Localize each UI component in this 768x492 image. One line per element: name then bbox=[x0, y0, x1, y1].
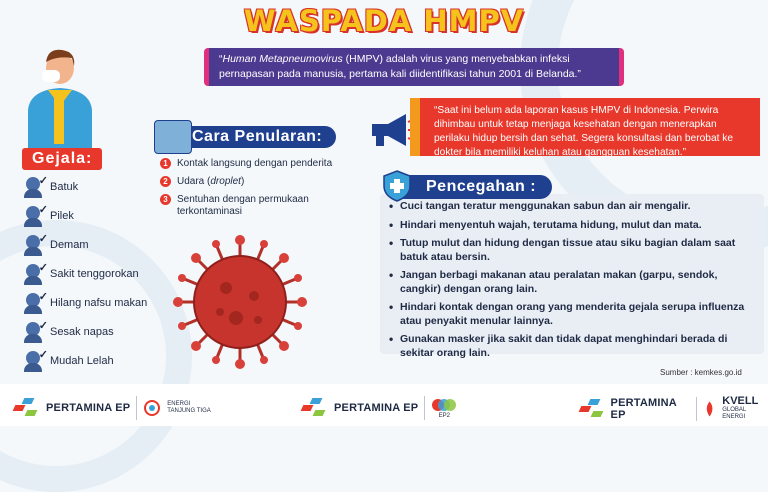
symptom-item bbox=[24, 176, 78, 198]
symptom-item bbox=[24, 292, 147, 314]
cara-item bbox=[160, 158, 332, 170]
pencegahan-item: • Hindari menyentuh wajah, terutama hidung, mulut dan mata. bbox=[388, 219, 758, 233]
symptom-item bbox=[24, 263, 139, 285]
pertamina-logo-center bbox=[302, 396, 457, 420]
symptom-label: Pilek bbox=[50, 210, 74, 222]
ep2-text: EP2 bbox=[438, 412, 450, 419]
symptom-item bbox=[24, 234, 89, 256]
logo-divider bbox=[424, 396, 425, 420]
pencegahan-item: • Hindari kontak dengan orang yang menderita gejala serupa influenza atau penyakit menular lainnya. bbox=[388, 301, 758, 328]
cara-item-text-plain: Udara ( bbox=[177, 176, 211, 187]
ep2-mark-icon bbox=[431, 397, 457, 413]
symptom-label: Hilang nafsu makan bbox=[50, 297, 148, 309]
intro-italic-text: Human Metapneumovirus bbox=[222, 53, 343, 65]
symptom-label: Sakit tenggorokan bbox=[50, 268, 139, 280]
kvell-text: KVELL bbox=[722, 395, 759, 407]
cara-item-text: Kontak langsung dengan penderita bbox=[177, 158, 333, 169]
cara-item-text: Sentuhan dengan permukaan terkontaminasi bbox=[177, 194, 309, 217]
person-fever-icon: ✓ bbox=[24, 234, 44, 256]
cara-item-text bbox=[177, 176, 244, 188]
pertamina-logo-left bbox=[14, 396, 211, 420]
person-no-appetite-icon: ✓ bbox=[24, 292, 44, 314]
intro-box bbox=[204, 48, 624, 86]
energi-logo-text bbox=[167, 401, 210, 415]
kvell-mark-icon bbox=[703, 400, 716, 418]
symptom-item bbox=[24, 350, 114, 372]
ep2-logo bbox=[431, 397, 457, 420]
cara-penularan-label: Cara Penularan: bbox=[182, 126, 336, 148]
pertamina-text: PERTAMINA EP bbox=[610, 396, 677, 421]
number-badge: 3 bbox=[160, 194, 171, 205]
shield-icon bbox=[382, 170, 412, 202]
sick-person-illustration bbox=[20, 40, 100, 152]
cara-item bbox=[160, 194, 330, 218]
pencegahan-item: • Tutup mulut dan hidung dengan tissue atau siku bagian dalam saat batuk atau bersin. bbox=[388, 237, 758, 264]
transmission-picture bbox=[154, 120, 192, 154]
energi-line1: ENERGI bbox=[167, 401, 191, 407]
pertamina-mark-icon bbox=[302, 398, 328, 418]
person-short-breath-icon: ✓ bbox=[24, 321, 44, 343]
kvell-logo-text bbox=[722, 396, 768, 421]
number-badge: 2 bbox=[160, 176, 171, 187]
number-badge: 1 bbox=[160, 158, 171, 169]
source-credit: Sumber : kemkes.go.id bbox=[660, 368, 742, 377]
pencegahan-label: Pencegahan : bbox=[400, 175, 552, 199]
pencegahan-item: • Jangan berbagi makanan atau peralatan makan (garpu, sendok, cangkir) dengan orang lain. bbox=[388, 269, 758, 296]
cara-item-text-italic: droplet bbox=[210, 176, 241, 187]
pertamina-logo-right bbox=[580, 396, 768, 421]
pencegahan-item: • Gunakan masker jika sakit dan tidak dapat menghindari berada di sekitar orang lain. bbox=[388, 333, 758, 360]
cara-item-text-end: ) bbox=[240, 176, 245, 187]
pertamina-text: PERTAMINA EP bbox=[334, 402, 419, 414]
logo-divider bbox=[136, 396, 137, 420]
footer-logos bbox=[0, 384, 768, 426]
pertamina-mark-icon bbox=[14, 398, 40, 418]
energi-line2: TANJUNG TIGA bbox=[167, 408, 211, 414]
pencegahan-list bbox=[388, 200, 758, 365]
symptom-item bbox=[24, 205, 74, 227]
cara-item bbox=[160, 176, 244, 188]
symptom-item bbox=[24, 321, 114, 343]
logo-divider bbox=[696, 397, 697, 421]
intro-open-quote: “ bbox=[219, 53, 223, 65]
megaphone-icon bbox=[366, 110, 414, 150]
person-cough-icon: ✓ bbox=[24, 176, 44, 198]
quote-box: “Saat ini belum ada laporan kasus HMPV di Indonesia. Perwira dihimbau untuk tetap menjaga kesehatan dengan menerapkan perilaku hidup bersih dan sehat. Segera konsultasi dan berobat ke dokter bila memiliki keluhan atau gangguan kesehatan.” bbox=[420, 98, 760, 156]
person-tired-icon: ✓ bbox=[24, 350, 44, 372]
symptom-label: Mudah Lelah bbox=[50, 355, 114, 367]
symptom-label: Demam bbox=[50, 239, 89, 251]
kvell-sub-text: GLOBAL ENERGI bbox=[722, 407, 747, 420]
quote-accent-stripe bbox=[410, 98, 420, 156]
intro-close-quote: ” bbox=[577, 68, 581, 80]
page-title: WASPADA HMPV bbox=[243, 4, 525, 38]
intro-text: (HMPV) adalah virus yang menyebabkan infeksi pernapasan pada manusia, pertama kali diidentifikasi tahun 2001 di Belanda. bbox=[219, 53, 578, 80]
person-runny-nose-icon: ✓ bbox=[24, 205, 44, 227]
energi-mark-icon bbox=[143, 399, 161, 417]
person-sore-throat-icon: ✓ bbox=[24, 263, 44, 285]
symptom-label: Batuk bbox=[50, 181, 79, 193]
virus-illustration bbox=[170, 232, 310, 372]
pertamina-mark-icon bbox=[580, 399, 605, 419]
symptom-label: Sesak napas bbox=[50, 326, 114, 338]
pertamina-text: PERTAMINA EP bbox=[46, 402, 131, 414]
pencegahan-item: • Cuci tangan teratur menggunakan sabun dan air mengalir. bbox=[388, 200, 758, 214]
gejala-label: Gejala: bbox=[22, 148, 102, 170]
